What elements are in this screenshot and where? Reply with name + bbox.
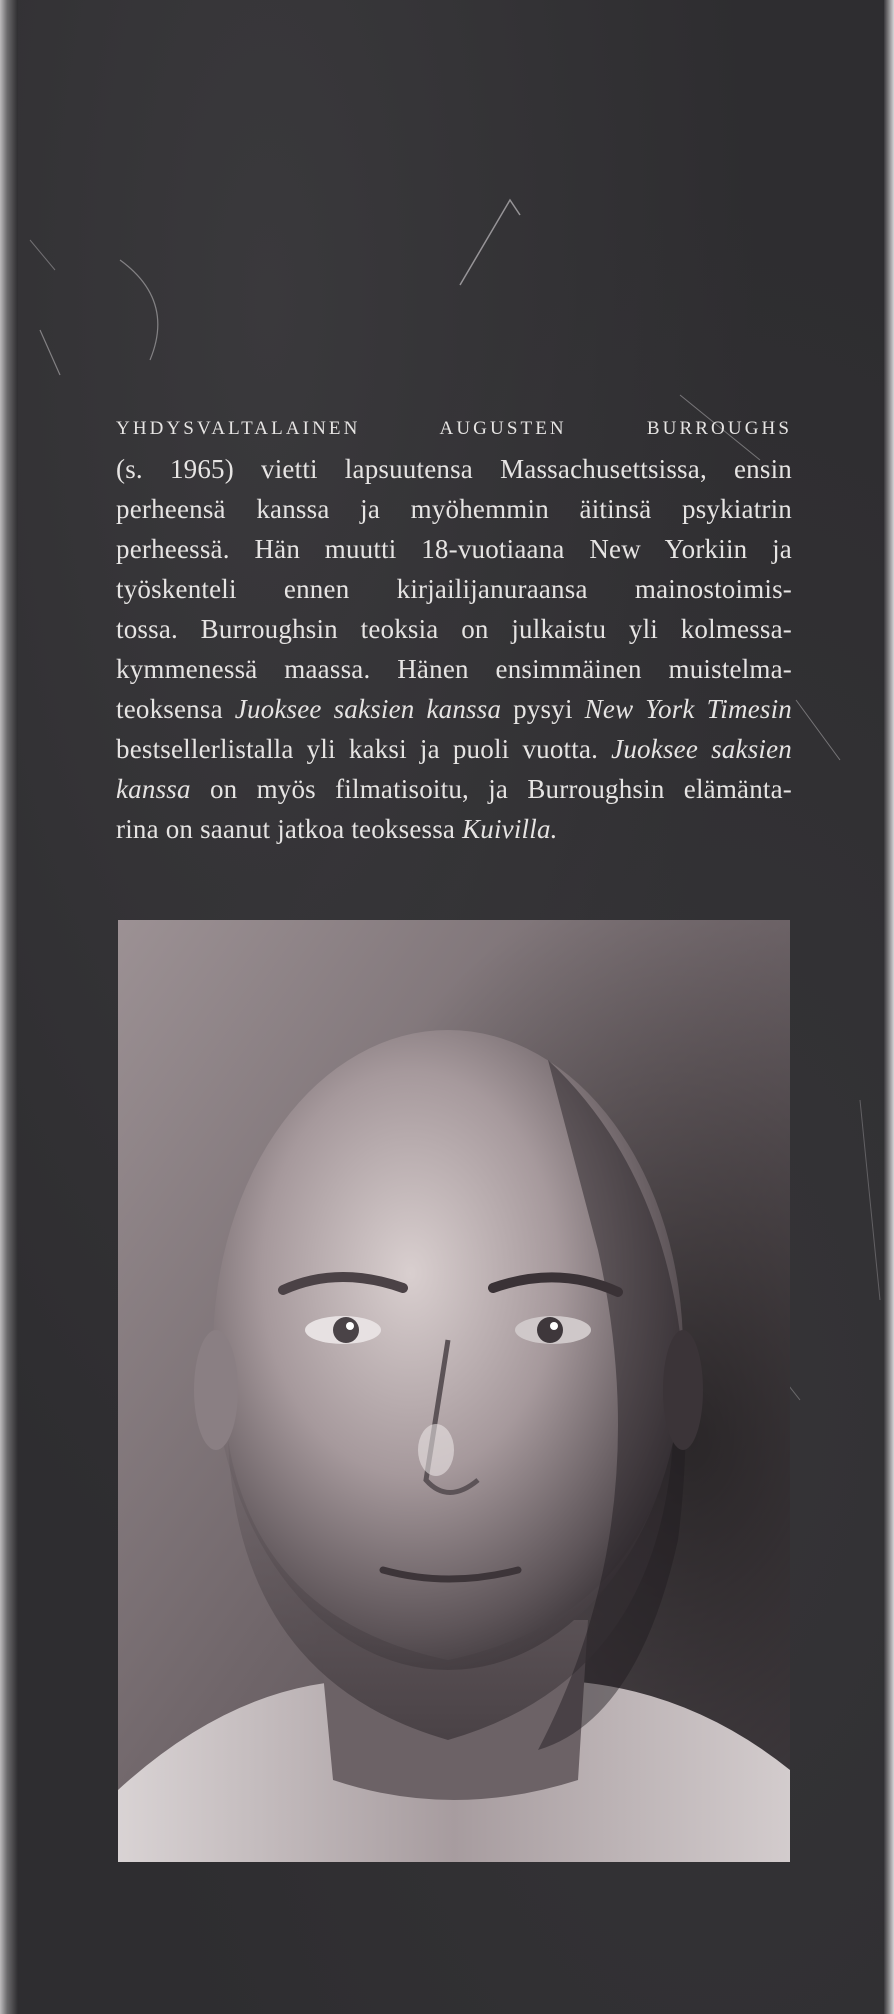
bio-line: perheessä. Hän muutti 18-vuotiaana New Yorkiin ja <box>116 534 792 564</box>
bio-line <box>116 809 792 849</box>
bio-text: pysyi <box>501 694 585 724</box>
book-title: Juoksee saksien kanssa <box>234 694 502 724</box>
bio-line: kymmenessä maassa. Hänen ensimmäinen muistelma- <box>116 654 792 684</box>
author-biography <box>116 405 792 849</box>
bio-line <box>116 729 792 769</box>
author-name-caps: YHDYSVALTALAINEN AUGUSTEN BURROUGHS <box>116 418 792 439</box>
bio-text: bestsellerlistalla yli kaksi ja puoli vuotta. <box>116 734 612 764</box>
bio-line: perheensä kanssa ja myöhemmin äitinsä psykiatrin <box>116 494 792 524</box>
book-title: kanssa <box>116 774 191 804</box>
bio-line: työskenteli ennen kirjailijanuraansa mainostoimis- <box>116 574 792 604</box>
book-title: Juoksee saksien <box>611 734 792 764</box>
bio-line <box>116 769 792 809</box>
bio-line <box>116 689 792 729</box>
bio-text: teoksensa <box>116 694 235 724</box>
book-title: Kuivilla. <box>462 814 558 844</box>
bio-line: (s. 1965) vietti lapsuutensa Massachusettsissa, ensin <box>116 454 792 484</box>
bio-text: rina on saanut jatkoa teoksessa <box>116 814 463 844</box>
author-portrait-photo <box>118 920 790 1862</box>
newspaper-title: New York Timesin <box>584 694 793 724</box>
bio-line <box>116 405 792 449</box>
bio-line: tossa. Burroughsin teoksia on julkaistu yli kolmessa- <box>116 614 792 644</box>
bio-text: on myös filmatisoitu, ja Burroughsin elämänta- <box>190 774 792 804</box>
